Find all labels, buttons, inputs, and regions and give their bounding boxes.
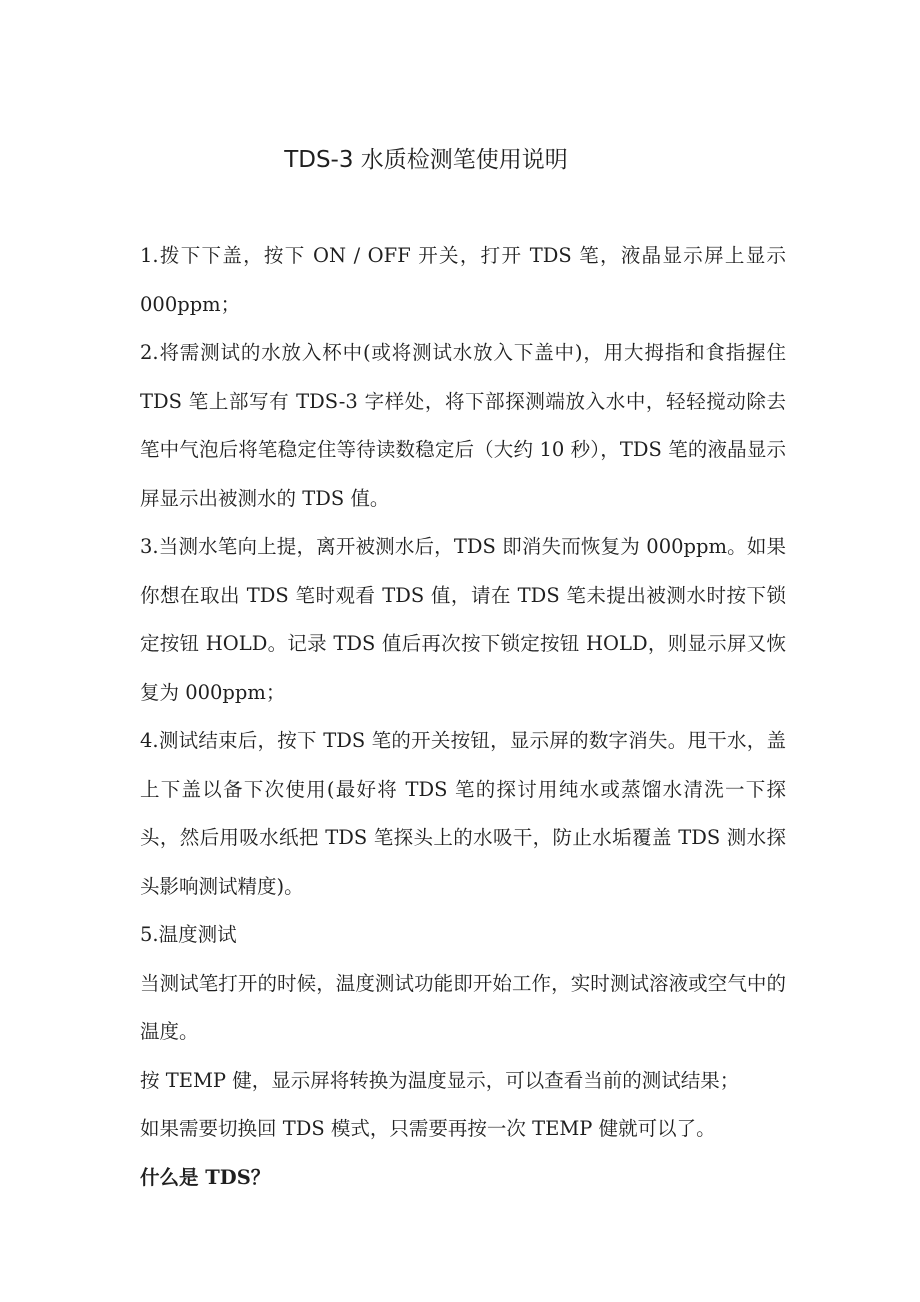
paragraph-step-2: 2.将需测试的水放入杯中(或将测试水放入下盖中)，用大拇指和食指握住 TDS 笔上部写有 TDS-3 字样处，将下部探测端放入水中，轻轻搅动除去笔中气泡后将笔稳定住等待读数稳定后（大约 10 秒），TDS 笔的液晶显示屏显示出被测水的 TDS 值。 (140, 341, 786, 510)
paragraph-temp-button: 按 TEMP 健，显示屏将转换为温度显示，可以查看当前的测试结果； (140, 1068, 740, 1092)
paragraph-temperature-intro: 当测试笔打开的时候，温度测试功能即开始工作，实时测试溶液或空气中的温度。 (140, 971, 786, 1043)
paragraph-step-3: 3.当测水笔向上提，离开被测水后，TDS 即消失而恢复为 000ppm。如果你想在取出 TDS 笔时观看 TDS 值，请在 TDS 笔未提出被测水时按下锁定按钮 HOLD。记录 TDS 值后再次按下锁定按钮 HOLD，则显示屏又恢复为 000ppm； (140, 535, 786, 704)
paragraph-step-5-heading: 5.温度测试 (140, 923, 237, 946)
section-heading-what-is-tds: 什么是 TDS？ (140, 1165, 271, 1189)
document-body (140, 232, 786, 1202)
paragraph-step-4: 4.测试结束后，按下 TDS 笔的开关按钮，显示屏的数字消失。甩干水，盖上下盖以备下次使用(最好将 TDS 笔的探讨用纯水或蒸馏水清洗一下探头，然后用吸水纸把 TDS 笔探头上的水吸干，防止水垢覆盖 TDS 测水探头影响测试精度)。 (140, 729, 786, 898)
paragraph-step-1: 1.拨下下盖，按下 ON / OFF 开关，打开 TDS 笔，液晶显示屏上显示 000ppm； (140, 244, 786, 316)
document-title: TDS-3 水质检测笔使用说明 (284, 147, 568, 173)
paragraph-switch-back: 如果需要切换回 TDS 模式，只需要再按一次 TEMP 健就可以了。 (140, 1117, 716, 1140)
